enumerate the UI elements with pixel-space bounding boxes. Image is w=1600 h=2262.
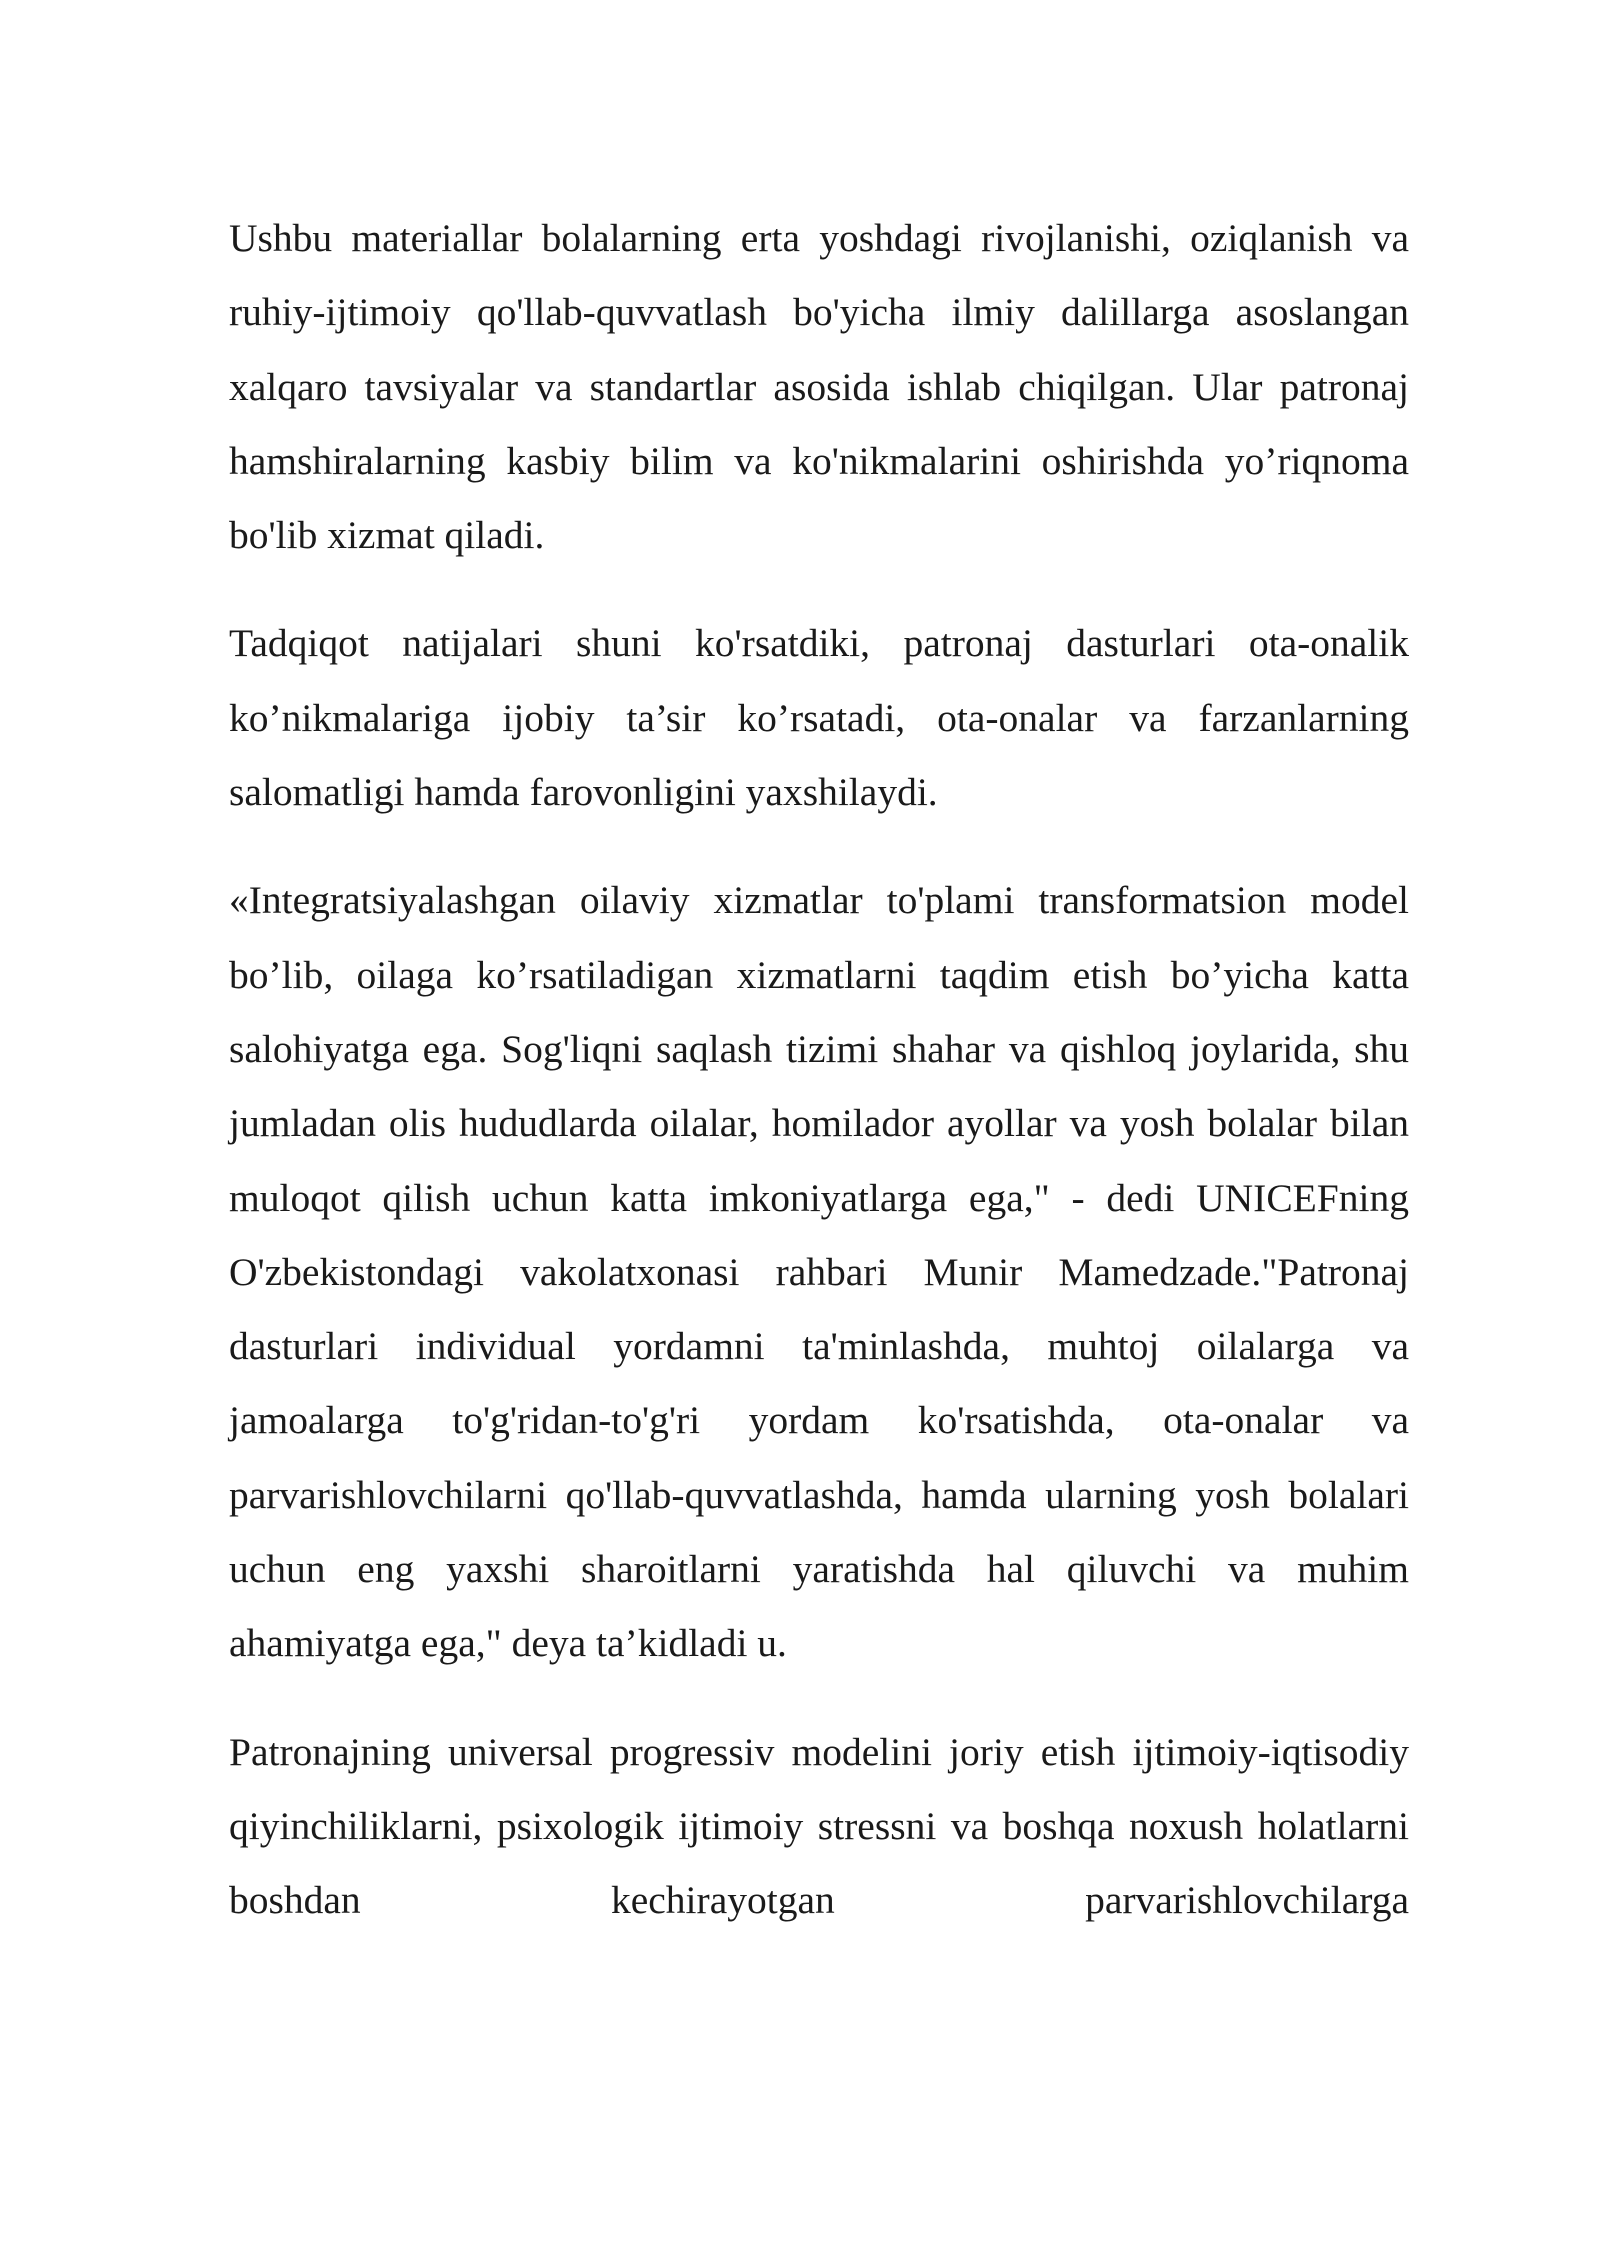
paragraph-universal-model: Patronajning universal progressiv modelini joriy etish ijtimoiy-iqtisodiy qiyinchiliklarni, psixologik ijtimoiy stressni va boshqa noxush holatlarni boshdan kechirayotgan parvarishlovchilarga <box>229 1729 1409 1923</box>
document-body <box>229 201 1409 1938</box>
paragraph-research-results: Tadqiqot natijalari shuni ko'rsatdiki, patronaj dasturlari ota-onalik ko’nikmalariga ijobiy ta’sir ko’rsatadi, ota-onalar va farzanlarning salomatligi hamda farovonligini yaxshilaydi. <box>229 621 1409 815</box>
paragraph-unicef-quote: «Integratsiyalashgan oilaviy xizmatlar to'plami transformatsion model bo’lib, oilaga ko’rsatiladigan xizmatlarni taqdim etish bo’yicha katta salohiyatga ega. Sog'liqni saqlash tizimi shahar va qishloq joylarida, shu jumladan olis hududlarda oilalar, homilador ayollar va yosh bolalar bilan muloqot qilish uchun katta imkoniyatlarga ega," - dedi UNICEFning O'zbekistondagi vakolatxonasi rahbari Munir Mamedzade."Patronaj dasturlari individual yordamni ta'minlashda, muhtoj oilalarga va jamoalarga to'g'ridan-to'g'ri yordam ko'rsatishda, ota-onalar va parvarishlovchilarni qo'llab-quvvatlashda, hamda ularning yosh bolalari uchun eng yaxshi sharoitlarni yaratishda hal qiluvchi va muhim ahamiyatga ega," deya ta’kidladi u. <box>229 878 1409 1666</box>
paragraph-materials: Ushbu materiallar bolalarning erta yoshdagi rivojlanishi, oziqlanish va ruhiy-ijtimoiy qo'llab-quvvatlash bo'yicha ilmiy dalillarga asoslangan xalqaro tavsiyalar va standartlar asosida ishlab chiqilgan. Ular patronaj hamshiralarning kasbiy bilim va ko'nikmalarini oshirishda yo’riqnoma bo'lib xizmat qiladi. <box>229 216 1409 558</box>
